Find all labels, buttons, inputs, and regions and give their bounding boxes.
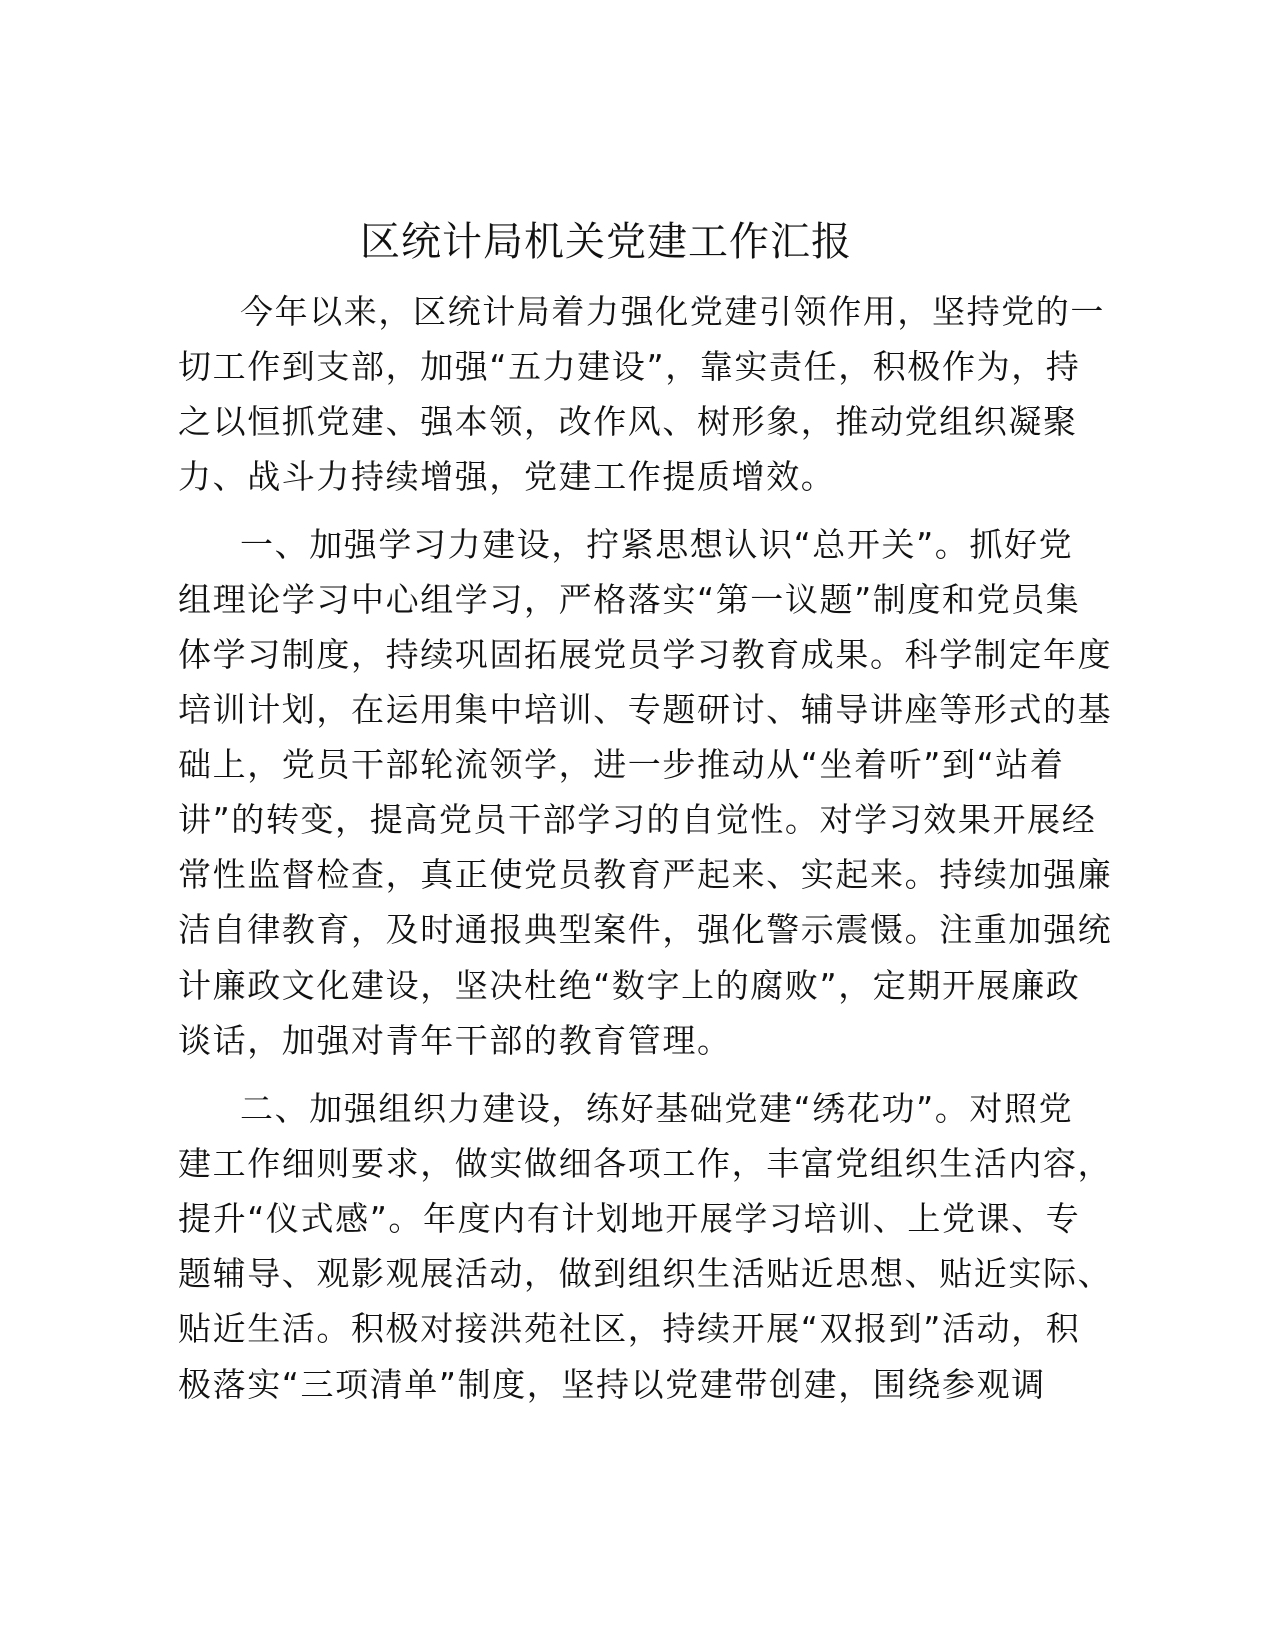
paragraph-line: 一、加强学习力建设，拧紧思想认识“总开关”。抓好党 xyxy=(240,525,1074,564)
paragraph-line: 计廉政文化建设，坚决杜绝“数字上的腐败”，定期开展廉政 xyxy=(178,966,1081,1005)
paragraph-line: 洁自律教育，及时通报典型案件，强化警示震慑。注重加强统 xyxy=(178,910,1113,949)
paragraph-line: 极落实“三项清单”制度，坚持以党建带创建，围绕参观调 xyxy=(178,1365,1046,1404)
paragraph-line: 切工作到支部，加强“五力建设”，靠实责任，积极作为，持 xyxy=(178,347,1081,386)
paragraph-line: 建工作细则要求，做实做细各项工作，丰富党组织生活内容， xyxy=(178,1144,1113,1183)
paragraph-line: 二、加强组织力建设，练好基础党建“绣花功”。对照党 xyxy=(240,1089,1074,1128)
paragraph-line: 体学习制度，持续巩固拓展党员学习教育成果。科学制定年度 xyxy=(178,635,1113,674)
paragraph-line: 培训计划，在运用集中培训、专题研讨、辅导讲座等形式的基 xyxy=(178,690,1113,729)
paragraph-line: 题辅导、观影观展活动，做到组织生活贴近思想、贴近实际、 xyxy=(178,1254,1113,1293)
paragraph-line: 之以恒抓党建、强本领，改作风、树形象，推动党组织凝聚 xyxy=(178,402,1078,441)
paragraph-line: 贴近生活。积极对接洪苑社区，持续开展“双报到”活动，积 xyxy=(178,1309,1081,1348)
paragraph-line: 力、战斗力持续增强，党建工作提质增效。 xyxy=(178,457,836,496)
document-title: 区统计局机关党建工作汇报 xyxy=(360,219,852,265)
paragraph-line: 组理论学习中心组学习，严格落实“第一议题”制度和党员集 xyxy=(178,580,1081,619)
paragraph-line: 础上，党员干部轮流领学，进一步推动从“坐着听”到“站着 xyxy=(178,745,1065,784)
paragraph-line: 谈话，加强对青年干部的教育管理。 xyxy=(178,1021,732,1060)
paragraph-line: 常性监督检查，真正使党员教育严起来、实起来。持续加强廉 xyxy=(178,855,1113,894)
paragraph-line: 提升“仪式感”。年度内有计划地开展学习培训、上党课、专 xyxy=(178,1199,1081,1238)
paragraph-line: 讲”的转变，提高党员干部学习的自觉性。对学习效果开展经 xyxy=(178,800,1097,839)
paragraph-line: 今年以来，区统计局着力强化党建引领作用，坚持党的一 xyxy=(240,292,1105,331)
